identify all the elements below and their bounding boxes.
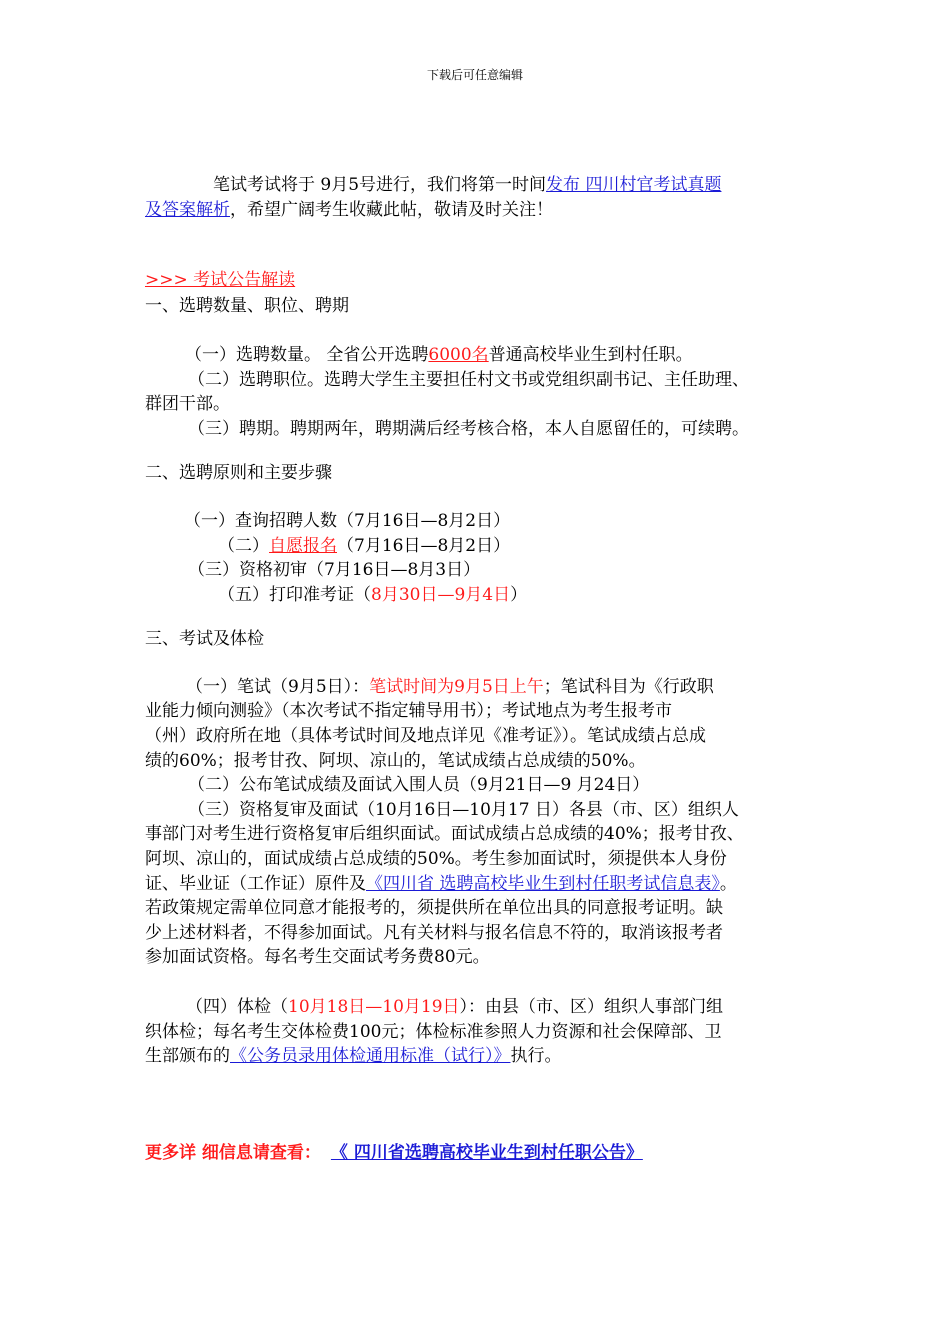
medical-exam-text: ）：由县（市、区）组织人事部门组 (459, 997, 724, 1017)
s3-p4-line-3 (145, 1044, 562, 1068)
s3-p3-line-2: 事部门对考生进行资格复审后组织面试。面试成绩占总成绩的40%；报考甘孜、 (145, 824, 744, 844)
exam-answers-link[interactable]: 发布 四川村官考试真题 (546, 175, 722, 195)
section-3-title: 三、考试及体检 (145, 629, 264, 649)
self-registration-link[interactable]: 自愿报名 (269, 536, 337, 556)
exam-answers-link-cont[interactable]: 及答案解析 (145, 200, 230, 220)
s1-item-2-cont: 群团干部。 (145, 394, 230, 414)
s3-p3-line-1: （三）资格复审及面试（10月16日—10月17 日）各县（市、区）组织人 (188, 800, 739, 820)
admission-ticket-dates: 8月30日—9月4日 (371, 585, 511, 605)
s1-item-1-text-end: 普通高校毕业生到村任职。 (488, 345, 693, 365)
s3-p2: （二）公布笔试成绩及面试入围人员（9月21日—9 月24日） (188, 775, 650, 795)
announcement-link[interactable]: 《 四川省选聘高校毕业生到村任职公告》 (330, 1143, 643, 1163)
s2-item-5-text: （五）打印准考证（ (218, 585, 371, 605)
s3-p3-line-7: 参加面试资格。每名考生交面试考务费80元。 (145, 947, 490, 967)
page-header: 下载后可任意编辑 (426, 68, 523, 82)
s2-item-2-prefix: （二） (218, 536, 269, 556)
s3-p1-line-4: 绩的60%；报考甘孜、阿坝、凉山的，笔试成绩占总成绩的50%。 (145, 751, 646, 771)
s3-p3-line-3: 阿坝、凉山的，面试成绩占总成绩的50%。考生参加面试时，须提供本人身份 (145, 849, 727, 869)
s1-item-3: （三）聘期。聘期两年，聘期满后经考核合格，本人自愿留任的，可续聘。 (188, 419, 749, 439)
medical-exam-dates: 10月18日—10月19日 (288, 997, 460, 1017)
s1-item-2: （二）选聘职位。选聘大学生主要担任村文书或党组织副书记、主任助理、 (188, 370, 749, 390)
s1-item-1 (185, 343, 693, 367)
s2-item-2-date: （7月16日—8月2日） (337, 536, 511, 556)
s3-p1-line-2: 业能力倾向测验》（本次考试不指定辅导用书）；考试地点为考生报考市 (145, 701, 672, 721)
s3-p3-line-4 (145, 872, 737, 896)
written-exam-time: 笔试时间为9月5日上午 (369, 677, 544, 697)
s2-item-5-close: ） (510, 585, 528, 605)
intro-text-1: 笔试考试将于 9月5号进行，我们将第一时间 (213, 175, 547, 195)
footer-more-info (145, 1141, 643, 1165)
footer-label: 更多详 细信息请查看： (145, 1143, 321, 1163)
quota-link[interactable]: 6000名 (428, 345, 489, 365)
s2-item-1: （一）查询招聘人数（7月16日—8月2日） (184, 511, 511, 531)
s2-item-2 (218, 534, 510, 558)
notice-interpretation-link[interactable]: >>> 考试公告解读 (145, 270, 296, 290)
s3-p4-line-1 (186, 995, 723, 1019)
medical-standard-link[interactable]: 《公务员录用体检通用标准（试行）》 (230, 1046, 511, 1066)
s3-p4-line-3-end: 执行。 (510, 1046, 562, 1066)
s3-p1-line-1 (186, 675, 714, 699)
s3-p3-line-4-end: 。 (719, 874, 737, 894)
s3-p3-line-4-text: 证、毕业证（工作证）原件及 (145, 874, 366, 894)
intro-line-1 (145, 173, 721, 197)
medical-exam-label: （四）体检（ (186, 997, 288, 1017)
section-2-title: 二、选聘原则和主要步骤 (145, 463, 332, 483)
intro-line-2 (145, 198, 553, 222)
section-1-title: 一、选聘数量、职位、聘期 (145, 296, 349, 316)
written-exam-label: （一）笔试（9月5日）： (186, 677, 370, 697)
s1-item-1-text: （一）选聘数量。 全省公开选聘 (185, 345, 429, 365)
intro-text-2: ，希望广阔考生收藏此帖，敬请及时关注！ (230, 200, 553, 220)
s3-p1-line-3: （州）政府所在地（具体考试时间及地点详见《准考证》）。笔试成绩占总成 (145, 726, 706, 746)
s3-p4-line-3-text: 生部颁布的 (145, 1046, 230, 1066)
s3-p4-line-2: 织体检；每名考生交体检费100元；体检标准参照人力资源和社会保障部、卫 (145, 1022, 722, 1042)
written-exam-subject: ；笔试科目为《行政职 (543, 677, 714, 697)
s2-item-3: （三）资格初审（7月16日—8月3日） (188, 560, 481, 580)
s3-p3-line-6: 少上述材料者，不得参加面试。凡有关材料与报名信息不符的，取消该报考者 (145, 923, 723, 943)
s3-p3-line-5: 若政策规定需单位同意才能报考的，须提供所在单位出具的同意报考证明。缺 (145, 898, 723, 918)
info-form-link[interactable]: 《四川省 选聘高校毕业生到村任职考试信息表》 (366, 874, 720, 894)
s2-item-5 (218, 583, 527, 607)
